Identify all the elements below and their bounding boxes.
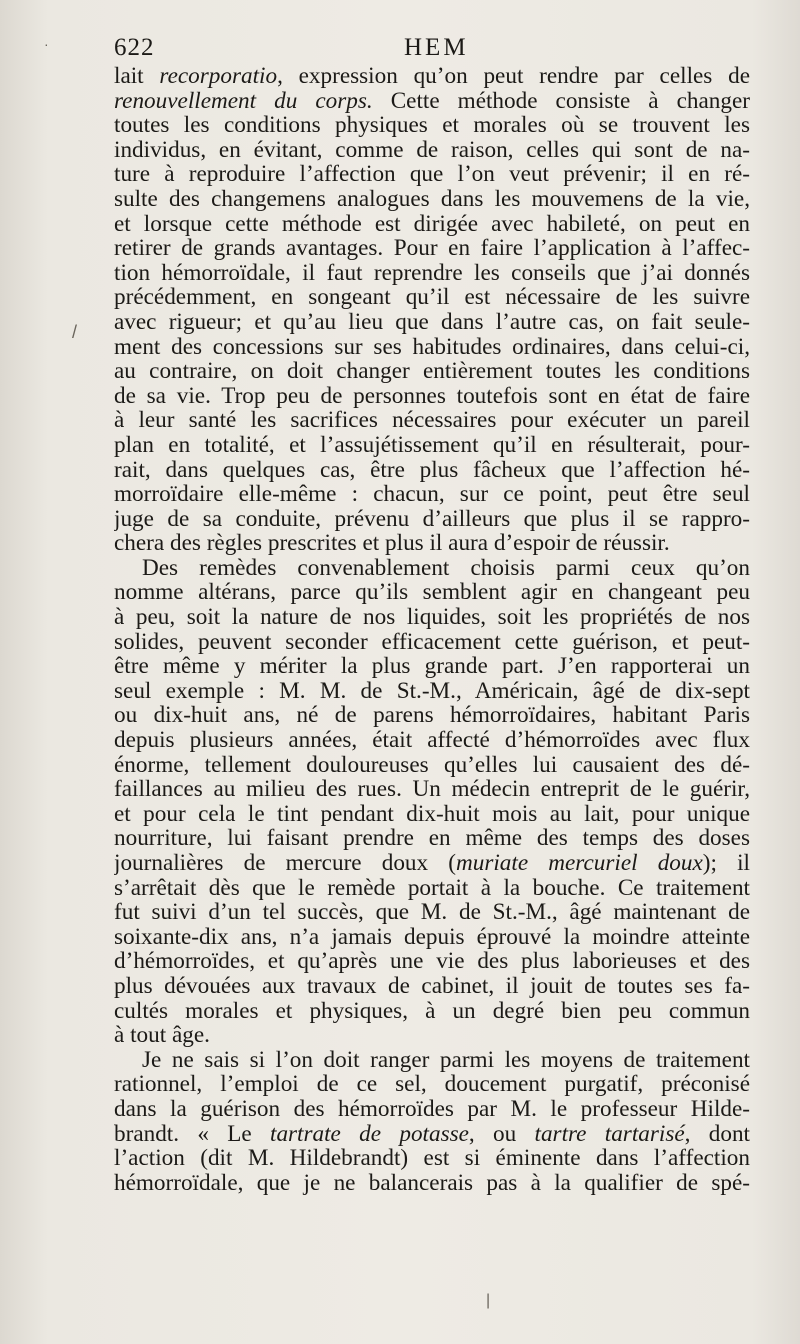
text-line <box>114 900 750 925</box>
page-number: 622 <box>114 34 155 61</box>
italic-text: renouvellement du corps. <box>114 88 373 114</box>
text-line <box>114 974 750 999</box>
line-text: à leur santé les sacrifices nécessaires pour exécuter un pareil <box>114 408 750 433</box>
line-text: ); il <box>702 851 750 876</box>
text-line <box>114 728 750 753</box>
line-text: seul exemple : M. M. de St.-M., Américain, âgé de dix-sept <box>114 678 750 704</box>
text-line <box>114 753 750 778</box>
text-line <box>114 458 750 483</box>
margin-speck: · <box>44 36 49 52</box>
text-line <box>114 64 750 89</box>
text-line <box>114 1072 750 1097</box>
italic-text: recorporatio <box>159 64 278 89</box>
line-text: d’hémorroïdes, et qu’après une vie des plus laborieuses et des <box>114 949 750 974</box>
text-line <box>114 138 750 163</box>
text-line <box>114 1097 750 1122</box>
line-text: nomme altérans, parce qu’ils semblent agir en changeant peu <box>114 580 750 606</box>
text-line <box>114 89 750 114</box>
line-text: nourriture, lui faisant prendre en même des temps des doses <box>114 826 750 851</box>
line-text: fut suivi d’un tel succès, que M. de St.-M., âgé maintenant de <box>114 900 750 925</box>
text-line <box>114 212 750 237</box>
text-line <box>114 1023 750 1048</box>
text-line <box>114 654 750 679</box>
text-line <box>114 630 750 655</box>
line-text: s’arrêtait dès que le remède portait à la bouche. Ce traitement <box>114 875 750 901</box>
text-line <box>114 261 750 286</box>
line-text: précédemment, en songeant qu’il est nécessaire de les suivre <box>114 285 750 310</box>
line-text: cultés morales et physiques, à un degré bien peu commun <box>114 998 750 1024</box>
text-line <box>114 285 750 310</box>
line-text: plan en totalité, et l’assujétissement qu’il en résulterait, pour- <box>114 432 750 458</box>
text-line <box>114 1122 750 1147</box>
text-line <box>114 187 750 212</box>
italic-text: tartre tartarisé <box>534 1121 685 1147</box>
text-line <box>114 384 750 409</box>
line-text: Cette méthode consiste à changer <box>372 88 750 114</box>
line-text: lait <box>114 64 160 89</box>
line-text: chera des règles prescrites et plus il aura d’espoir de réussir. <box>114 531 670 556</box>
text-line <box>114 999 750 1024</box>
line-text: ture à reproduire l’affection que l’on veut prévenir; il en ré- <box>114 162 750 187</box>
line-text: faillances au milieu des rues. Un médecin entreprit de le guérir, <box>114 777 750 802</box>
line-text: , dont <box>684 1121 750 1147</box>
running-head: HEM <box>404 34 469 61</box>
line-text: , ou <box>468 1121 535 1147</box>
bottom-speck: | <box>486 1292 491 1309</box>
line-text: soixante-dix ans, n’a jamais depuis éprouvé la moindre atteinte <box>114 924 750 950</box>
text-line <box>114 777 750 802</box>
line-text: juge de sa conduite, prévenu d’ailleurs que plus il se rappro- <box>114 506 750 532</box>
line-text: sulte des changemens analogues dans les mouvemens de la vie, <box>114 186 750 212</box>
text-line <box>114 408 750 433</box>
text-line <box>114 1171 750 1196</box>
text-line <box>114 580 750 605</box>
line-text: journalières de mercure doux ( <box>114 851 456 876</box>
text-line <box>114 310 750 335</box>
line-text: Des remèdes convenablement choisis parmi ceux qu’on <box>142 555 750 581</box>
line-text: plus dévouées aux travaux de cabinet, il jouit de toutes ses fa- <box>114 973 750 999</box>
text-line <box>114 1048 750 1073</box>
line-text: et pour cela le tint pendant dix-huit mois au lait, pour unique <box>114 801 750 827</box>
line-text: brandt. « Le <box>114 1121 270 1147</box>
italic-text: muriate mercuriel doux <box>455 851 703 876</box>
line-text: l’action (dit M. Hildebrandt) est si éminente dans l’affection <box>114 1146 750 1171</box>
text-line <box>114 531 750 556</box>
text-line <box>114 1146 750 1171</box>
text-line <box>114 876 750 901</box>
text-line <box>114 162 750 187</box>
italic-text: tartrate de potasse <box>270 1121 469 1147</box>
line-text: avec rigueur; et qu’au lieu que dans l’autre cas, on fait seule- <box>114 309 750 335</box>
text-line <box>114 802 750 827</box>
text-line <box>114 113 750 138</box>
text-line <box>114 925 750 950</box>
text-line <box>114 556 750 581</box>
text-line <box>114 949 750 974</box>
text-line <box>114 851 750 876</box>
line-text: toutes les conditions physiques et morales où se trouvent les <box>114 113 750 138</box>
margin-pencil-mark: / <box>72 322 78 342</box>
line-text: tion hémorroïdale, il faut reprendre les conseils que j’ai donnés <box>114 260 750 286</box>
line-text: hémorroïdale, que je ne balancerais pas à la qualifier de spé- <box>114 1170 750 1196</box>
line-text: rait, dans quelques cas, être plus fâcheux que l’affection hé- <box>114 457 750 483</box>
line-text: rationnel, l’emploi de ce sel, doucement purgatif, préconisé <box>114 1072 750 1097</box>
line-text: Je ne sais si l’on doit ranger parmi les moyens de traitement <box>142 1047 750 1073</box>
text-line <box>114 605 750 630</box>
line-text: au contraire, on doit changer entièrement toutes les conditions <box>114 359 750 384</box>
text-line <box>114 236 750 261</box>
text-line <box>114 703 750 728</box>
line-text: à tout âge. <box>114 1023 210 1048</box>
line-text: depuis plusieurs années, était affecté d’hémorroïdes avec flux <box>114 728 750 753</box>
text-line <box>114 359 750 384</box>
line-text: individus, en évitant, comme de raison, celles qui sont de na- <box>114 137 750 163</box>
body-text <box>114 64 750 1195</box>
line-text: à peu, soit la nature de nos liquides, soit les propriétés de nos <box>114 605 750 630</box>
text-line <box>114 335 750 360</box>
page-header <box>114 34 750 64</box>
line-text: être même y mériter la plus grande part. J’en rapporterai un <box>114 654 750 679</box>
line-text: ment des concessions sur ses habitudes ordinaires, dans celui-ci, <box>114 334 750 360</box>
text-line <box>114 826 750 851</box>
text-line <box>114 507 750 532</box>
text-line <box>114 482 750 507</box>
text-line <box>114 679 750 704</box>
line-text: dans la guérison des hémorroïdes par M. le professeur Hilde- <box>114 1096 750 1122</box>
line-text: solides, peuvent seconder efficacement cette guérison, et peut- <box>114 629 750 655</box>
line-text: énorme, tellement douloureuses qu’elles lui causaient des dé- <box>114 752 750 778</box>
line-text: ou dix-huit ans, né de parens hémorroïdaires, habitant Paris <box>114 703 750 729</box>
line-text: morroïdaire elle-même : chacun, sur ce point, peut être seul <box>114 482 750 507</box>
text-line <box>114 433 750 458</box>
line-text: retirer de grands avantages. Pour en faire l’application à l’affec- <box>114 236 750 261</box>
line-text: et lorsque cette méthode est dirigée avec habileté, on peut en <box>114 211 750 237</box>
line-text: de sa vie. Trop peu de personnes toutefois sont en état de faire <box>114 383 750 409</box>
line-text: , expression qu’on peut rendre par celles de <box>277 64 750 89</box>
